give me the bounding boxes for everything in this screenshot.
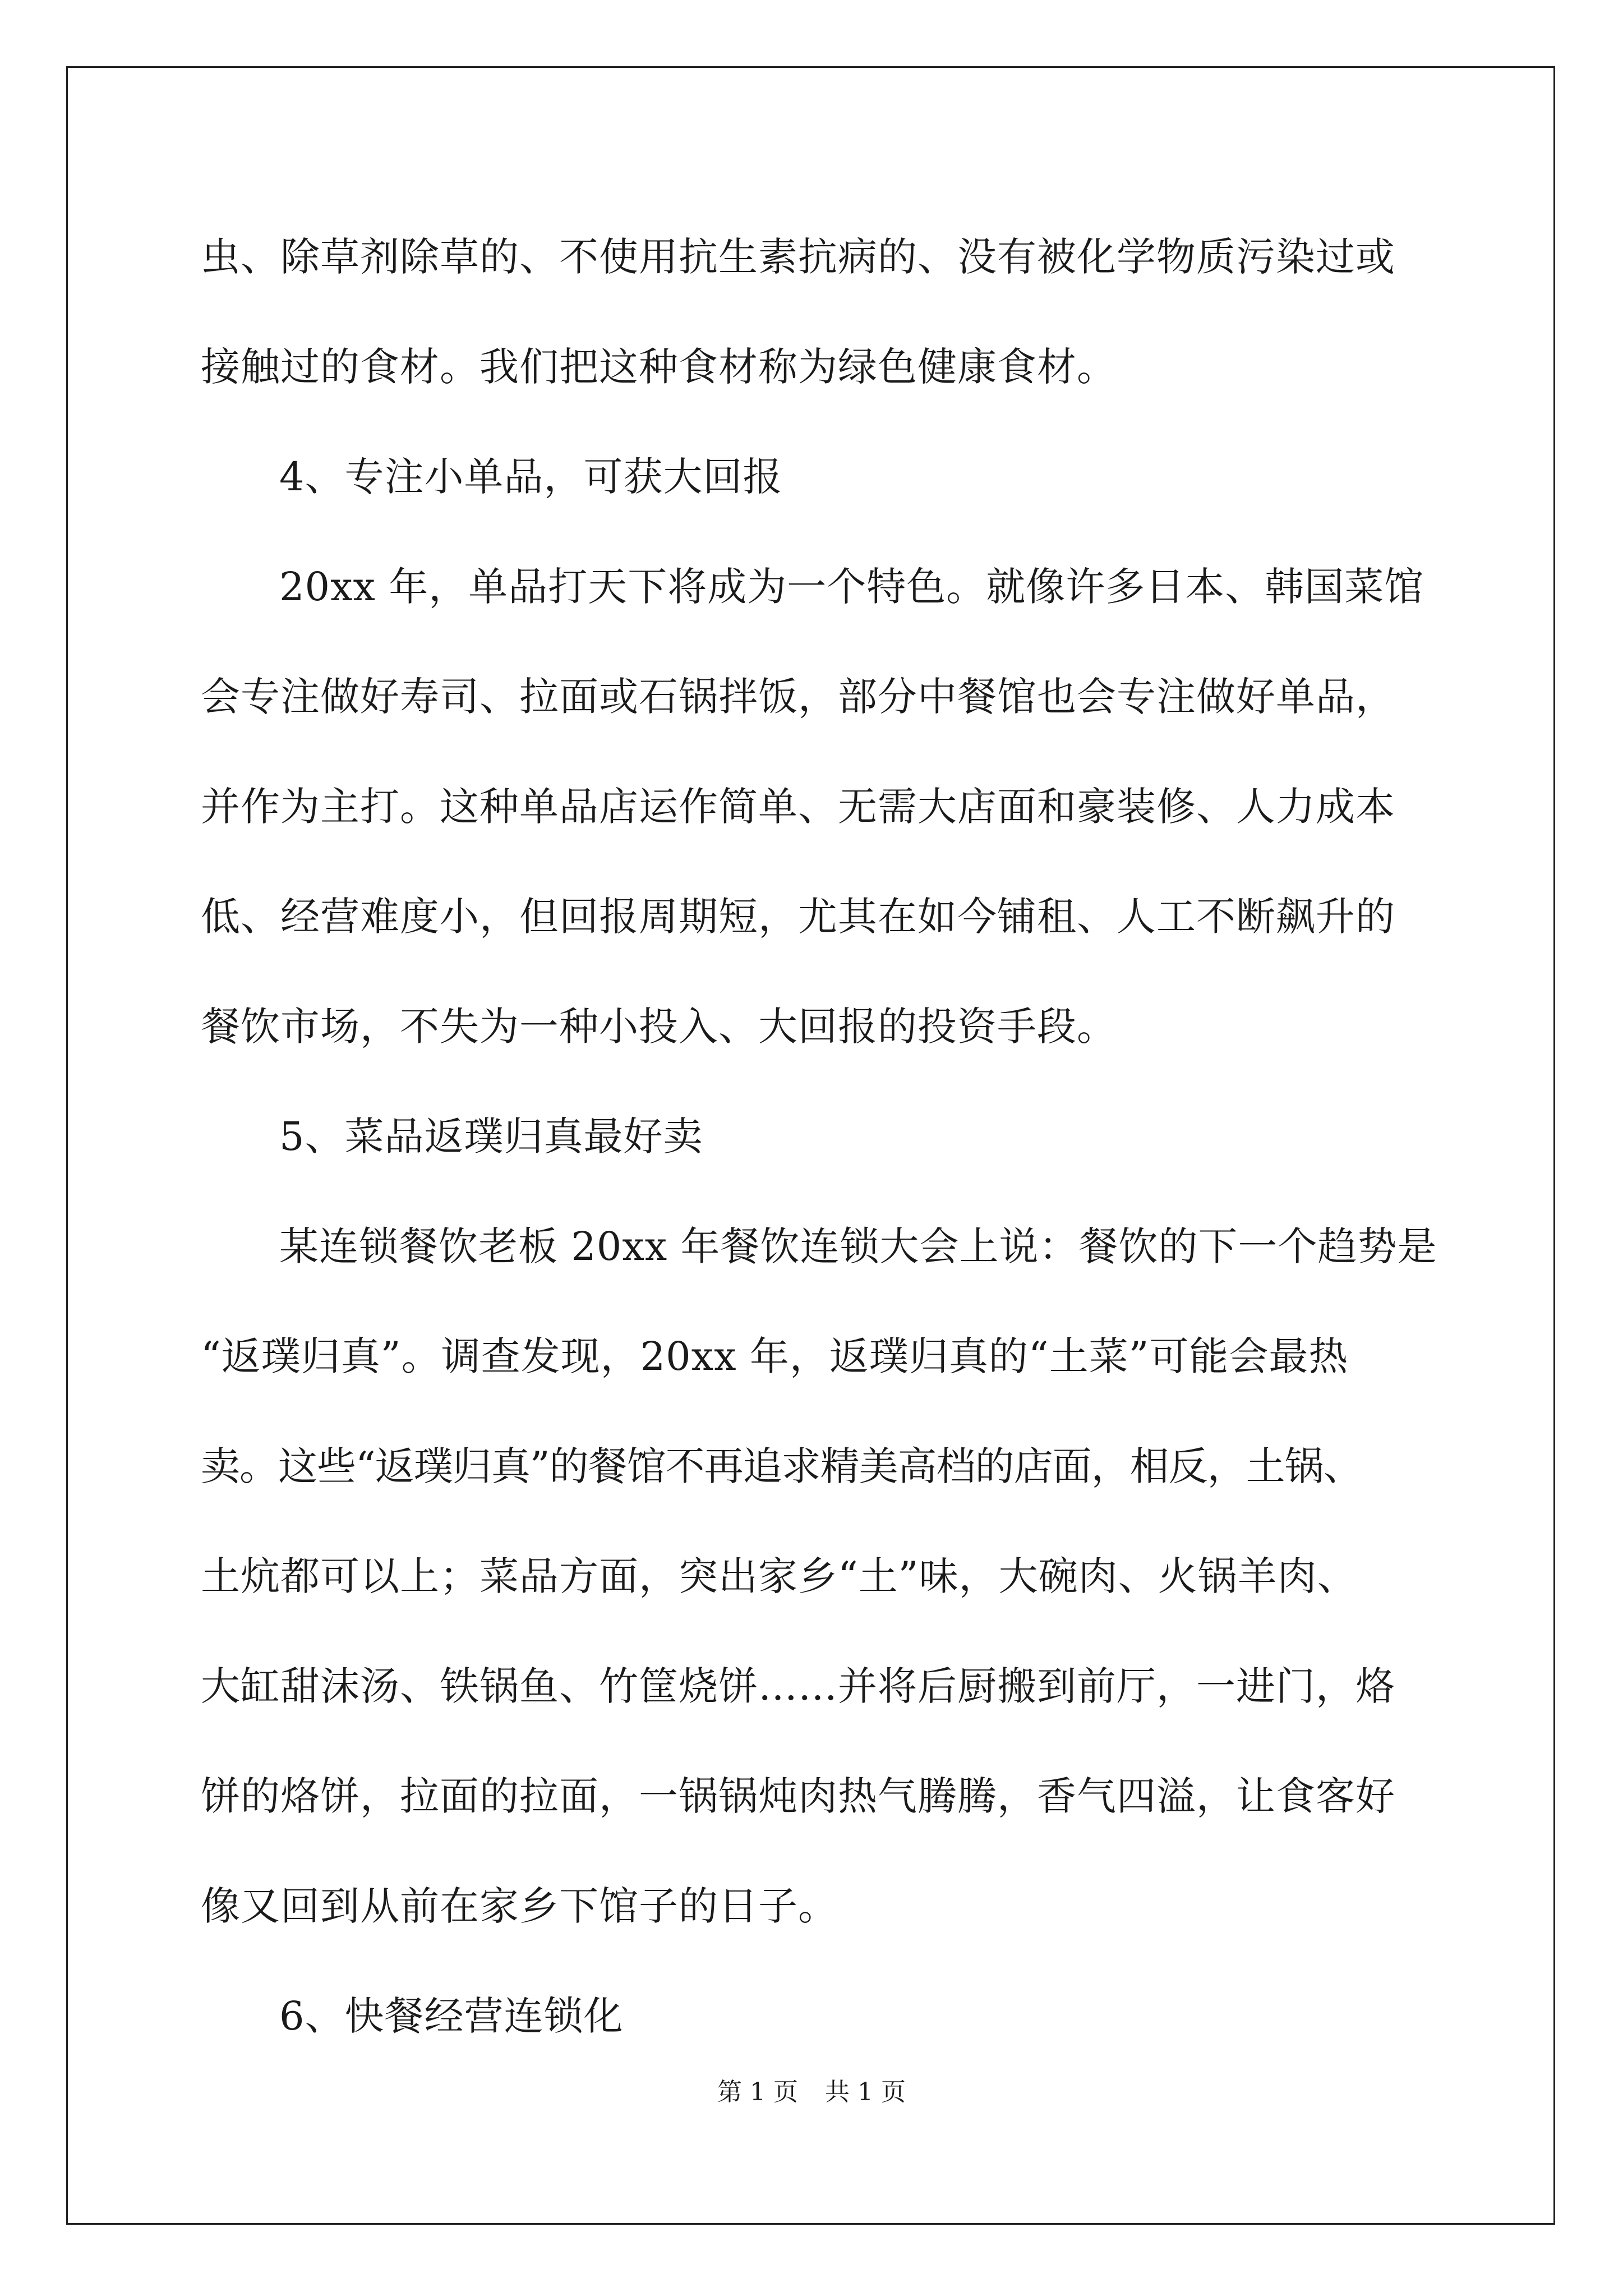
document-body bbox=[201, 202, 1440, 2071]
body-line: 饼的烙饼，拉面的拉面，一锅锅炖肉热气腾腾，香气四溢，让食客好 bbox=[201, 1773, 1395, 1819]
page-total: 共 1 页 bbox=[825, 2078, 906, 2106]
body-line: 并作为主打。这种单品店运作简单、无需大店面和豪装修、人力成本 bbox=[201, 784, 1395, 830]
section-heading: 4、专注小单品，可获大回报 bbox=[279, 454, 783, 500]
section-heading: 6、快餐经营连锁化 bbox=[279, 1993, 624, 2039]
page-number: 第 1 页 bbox=[717, 2078, 798, 2106]
body-line: 低、经营难度小，但回报周期短，尤其在如今铺租、人工不断飙升的 bbox=[201, 894, 1395, 940]
body-line: 像又回到从前在家乡下馆子的日子。 bbox=[201, 1883, 838, 1929]
body-line: “返璞归真”。调查发现，20xx 年，返璞归真的“土菜”可能会最热 bbox=[201, 1333, 1349, 1379]
section-heading: 5、菜品返璞归真最好卖 bbox=[279, 1114, 703, 1159]
body-line: 大缸甜沫汤、铁锅鱼、竹筐烧饼……并将后厨搬到前厅，一进门，烙 bbox=[201, 1663, 1395, 1709]
body-line: 餐饮市场，不失为一种小投入、大回报的投资手段。 bbox=[201, 1004, 1117, 1050]
body-line: 会专注做好寿司、拉面或石锅拌饭，部分中餐馆也会专注做好单品， bbox=[201, 674, 1395, 720]
body-line: 卖。这些“返璞归真”的餐馆不再追求精美高档的店面，相反，土锅、 bbox=[201, 1443, 1362, 1489]
body-line: 虫、除草剂除草的、不使用抗生素抗病的、没有被化学物质污染过或 bbox=[201, 234, 1395, 280]
body-line: 土炕都可以上；菜品方面，突出家乡“土”味，大碗肉、火锅羊肉、 bbox=[201, 1553, 1357, 1599]
body-line: 20xx 年，单品打天下将成为一个特色。就像许多日本、韩国菜馆 bbox=[279, 564, 1424, 610]
page-footer bbox=[0, 2076, 1623, 2109]
body-line: 接触过的食材。我们把这种食材称为绿色健康食材。 bbox=[201, 344, 1117, 390]
body-line: 某连锁餐饮老板 20xx 年餐饮连锁大会上说：餐饮的下一个趋势是 bbox=[279, 1223, 1437, 1269]
